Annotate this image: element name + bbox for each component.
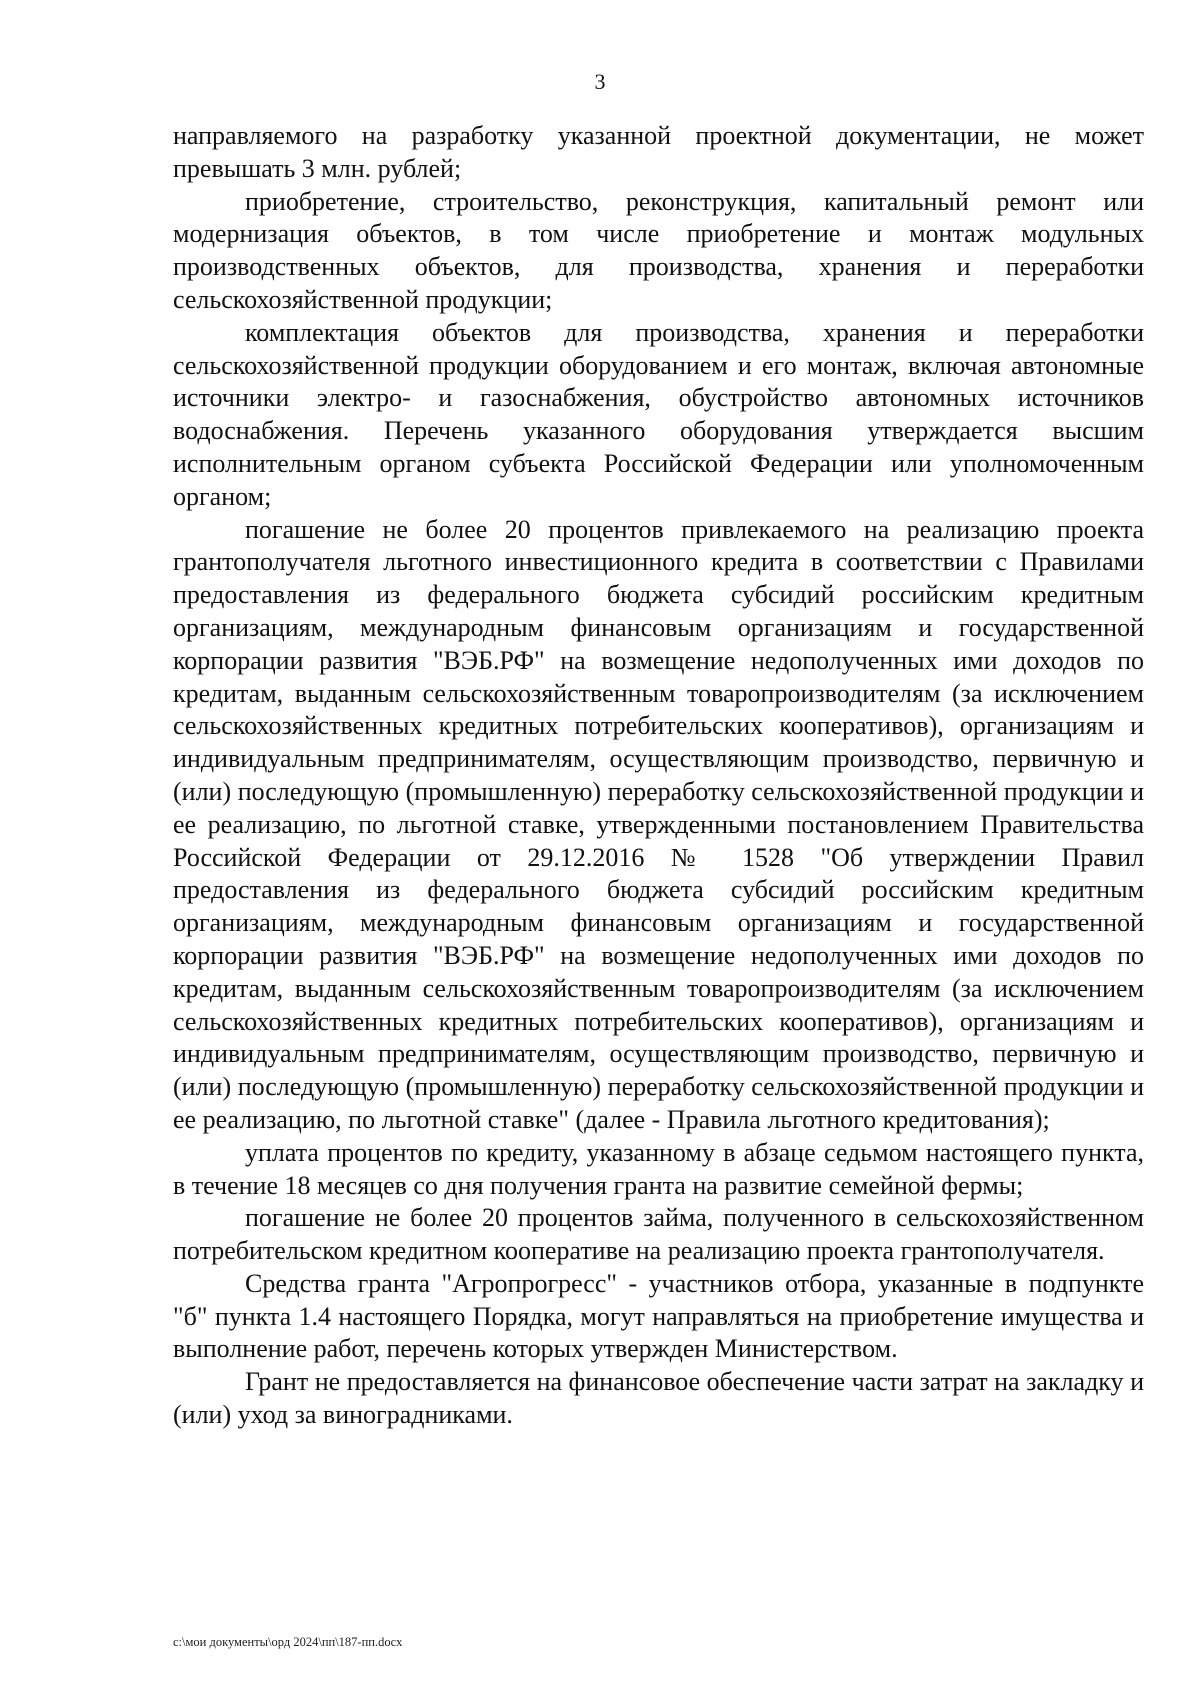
paragraph-continuation: направляемого на разработку указанной проектной документации, не может превышать 3 млн. рублей; <box>173 121 1144 183</box>
paragraph-loan-repayment: погашение не более 20 процентов займа, полученного в сельскохозяйственном потребительском кредитном кооперативе на реализацию проекта грантополучателя. <box>173 1203 1144 1266</box>
paragraph-equipment: комплектация объектов для производства, хранения и переработки сельскохозяйственной продукции оборудованием и его монтаж, включая автономные источники электро- и газоснабжения, обустройство автономных источников водоснабжения. Перечень указанного оборудования утверждается высшим исполнительным органом субъекта Российской Федерации или уполномоченным органом; <box>173 317 1144 511</box>
document-body <box>173 120 1144 1432</box>
paragraph-vineyard-exclusion: Грант не предоставляется на финансовое обеспечение части затрат на закладку и (или) уход за виноградниками. <box>173 1367 1144 1430</box>
paragraph-construction: приобретение, строительство, реконструкция, капитальный ремонт или модернизация объектов, в том числе приобретение и монтаж модульных производственных объектов, для производства, хранения и переработки сельскохозяйственной продукции; <box>173 186 1144 314</box>
paragraph-agroprogress-funds: Средства гранта "Агропрогресс" - участников отбора, указанные в подпункте "б" пункта 1.4 настоящего Порядка, могут направляться на приобретение имущества и выполнение работ, перечень которых утвержден Министерством. <box>173 1268 1144 1364</box>
paragraph-credit-repayment: погашение не более 20 процентов привлекаемого на реализацию проекта грантополучателя льготного инвестиционного кредита в соответствии с Правилами предоставления из федерального бюджета субсидий российским кредитным организациям, международным финансовым организациям и государственной корпорации развития "ВЭБ.РФ" на возмещение недополученных ими доходов по кредитам, выданным сельскохозяйственным товаропроизводителям (за исключением сельскохозяйственных кредитных потребительских кооперативов), организациям и индивидуальным предпринимателям, осуществляющим производство, первичную и (или) последующую (промышленную) переработку сельскохозяйственной продукции и ее реализацию, по льготной ставке, утвержденными постановлением Правительства Российской Федерации от 29.12.2016 № 1528 "Об утверждении Правил предоставления из федерального бюджета субсидий российским кредитным организациям, международным финансовым организациям и государственной корпорации развития "ВЭБ.РФ" на возмещение недополученных ими доходов по кредитам, выданным сельскохозяйственным товаропроизводителям (за исключением сельскохозяйственных кредитных потребительских кооперативов), организациям и индивидуальным предпринимателям, осуществляющим производство, первичную и (или) последующую (промышленную) переработку сельскохозяйственной продукции и ее реализацию, по льготной ставке" (далее - Правила льготного кредитования); <box>173 514 1144 1134</box>
page-number: 3 <box>594 69 606 94</box>
paragraph-interest-payment: уплата процентов по кредиту, указанному в абзаце седьмом настоящего пункта, в течение 18 месяцев со дня получения гранта на развитие семейной фермы; <box>173 1137 1144 1200</box>
footer-file-path: c:\мои документы\орд 2024\пп\187-пп.docx <box>173 1635 403 1649</box>
